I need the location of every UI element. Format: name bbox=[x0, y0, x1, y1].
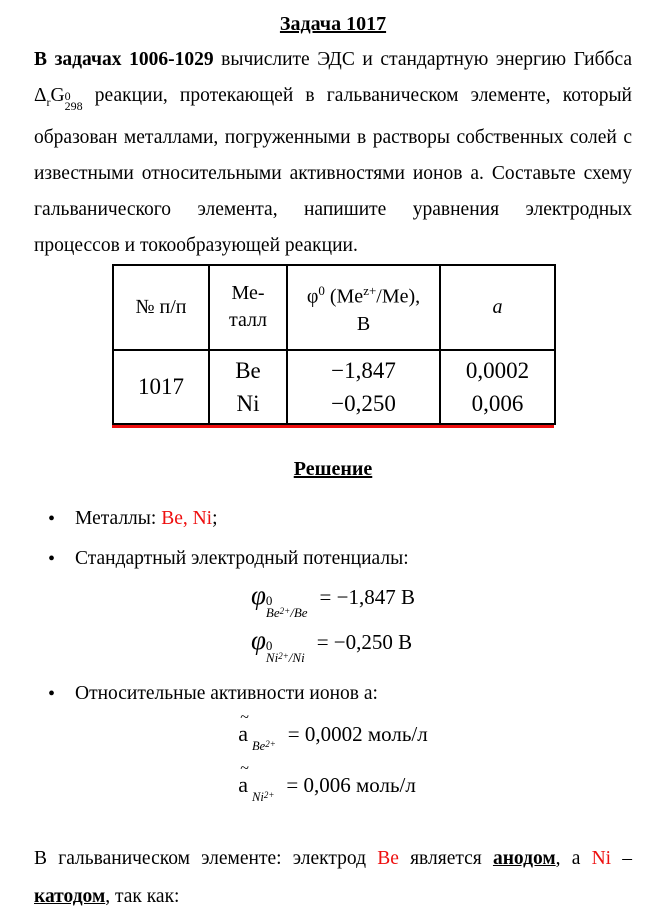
header-potential bbox=[287, 265, 440, 350]
phi-symbol: φ bbox=[306, 285, 319, 308]
cell-metals bbox=[209, 350, 287, 424]
bullet-activities bbox=[48, 681, 632, 708]
red-underline bbox=[112, 425, 554, 428]
a-base: a bbox=[238, 771, 248, 797]
equation-activity-be bbox=[238, 708, 428, 763]
a-base: a bbox=[238, 720, 248, 746]
activity-be-value: = 0,0002 моль/л bbox=[287, 721, 428, 746]
solution-heading bbox=[34, 457, 632, 481]
intro-text-b: реакции, протекающей в гальваническом элементе, который образован металлами, погруженными в растворы собственных солей с известными относительными активностями ионов а. Составьте схему гальванического элемента, напишите уравнения электродных процессов и токообразующей реакции. bbox=[34, 85, 632, 256]
potential-equations-stack bbox=[251, 578, 415, 668]
bullet-dot-icon bbox=[48, 681, 75, 708]
header-number-text: № п/п bbox=[135, 295, 187, 318]
activity-1: 0,0002 bbox=[465, 357, 530, 383]
bullet-metals bbox=[48, 506, 632, 533]
sub-metal: Ni bbox=[252, 789, 264, 804]
bullet-dot-icon bbox=[48, 546, 75, 573]
conclusion-text-a: В гальваническом элементе: электрод bbox=[34, 847, 378, 869]
header-activity bbox=[440, 265, 555, 350]
potential-1: −1,847 bbox=[331, 357, 396, 383]
header-number bbox=[113, 265, 209, 350]
solution-heading-text: Решение bbox=[293, 457, 373, 480]
conclusion-text-b: является bbox=[398, 847, 493, 869]
gibbs-delta-subscript: r bbox=[46, 94, 51, 109]
equation-activity-ni bbox=[238, 759, 428, 814]
conclusion-paragraph bbox=[34, 840, 632, 916]
gibbs-symbol: G bbox=[50, 85, 65, 106]
bullet-potentials bbox=[48, 546, 632, 573]
phi-superscript: 0 bbox=[265, 637, 273, 653]
anode-metal: Be bbox=[377, 847, 399, 869]
equation-potential-ni bbox=[251, 623, 415, 663]
equation-potential-be bbox=[251, 578, 415, 618]
cathode-label: катодом bbox=[34, 885, 106, 907]
sub-tail: /Be bbox=[290, 604, 308, 620]
potential-close: /Me), bbox=[376, 285, 421, 308]
activity-equations bbox=[34, 708, 632, 819]
activity-2: 0,006 bbox=[471, 390, 524, 416]
cell-potentials bbox=[287, 350, 440, 424]
ion-subscript-ni bbox=[252, 790, 274, 804]
metals-tail: ; bbox=[212, 507, 218, 529]
sub-charge: 2+ bbox=[263, 789, 275, 800]
phi-be-sup-sub bbox=[265, 592, 308, 620]
activity-ni-value: = 0,006 моль/л bbox=[286, 772, 416, 797]
sub-charge: 2+ bbox=[279, 605, 291, 616]
potential-2: −0,250 bbox=[331, 390, 396, 416]
phi-superscript: 0 bbox=[265, 592, 273, 608]
a-tilde-symbol bbox=[238, 759, 249, 797]
metals-values: Be, Ni bbox=[161, 507, 213, 529]
conclusion-text-c: , а bbox=[555, 847, 592, 869]
gibbs-superscript: 0 bbox=[64, 89, 71, 103]
intro-paragraph bbox=[34, 42, 632, 264]
potential-equations bbox=[34, 578, 632, 668]
header-activity-text: a bbox=[492, 295, 503, 318]
gibbs-subscript: 298 bbox=[64, 99, 83, 113]
potential-be-value: = −1,847 В bbox=[319, 584, 415, 609]
table-data-row bbox=[113, 350, 555, 424]
gibbs-sup-sub bbox=[65, 91, 83, 111]
bullet-metals-text bbox=[75, 506, 632, 533]
phi-symbol: φ bbox=[250, 579, 266, 610]
bullet-dot-icon bbox=[48, 506, 75, 533]
intro-bold-lead: В задачах 1006-1029 bbox=[34, 49, 214, 70]
charge-superscript: z+ bbox=[363, 283, 377, 299]
header-metal bbox=[209, 265, 287, 350]
phi-ni-subscript bbox=[266, 651, 305, 663]
problem-table bbox=[112, 264, 556, 425]
sub-metal: Be bbox=[252, 738, 266, 753]
sub-tail: /Ni bbox=[288, 649, 305, 665]
metal-2: Ni bbox=[236, 390, 260, 416]
metals-label: Металлы: bbox=[75, 507, 162, 529]
problem-number: 1017 bbox=[138, 374, 184, 400]
anode-label: анодом bbox=[492, 847, 556, 869]
potential-open: (Me bbox=[324, 285, 364, 308]
metal-1: Be bbox=[235, 357, 261, 383]
tilde-accent: ~ bbox=[240, 708, 249, 726]
bullet-activities-text: Относительные активности ионов а: bbox=[75, 682, 378, 704]
cell-activities bbox=[440, 350, 555, 424]
sub-charge: 2+ bbox=[265, 738, 276, 749]
cathode-metal: Ni bbox=[591, 847, 612, 869]
ion-subscript-be bbox=[252, 739, 276, 753]
header-metal-line1: Ме- bbox=[231, 282, 265, 305]
conclusion-text-d: – bbox=[611, 847, 633, 869]
phi-superscript: 0 bbox=[318, 283, 325, 299]
header-potential-line2: В bbox=[356, 312, 371, 335]
phi-symbol: φ bbox=[250, 624, 266, 655]
phi-be-subscript bbox=[266, 606, 308, 618]
cell-problem-number bbox=[113, 350, 209, 424]
sub-metal: Be bbox=[265, 604, 280, 620]
intro-text-a: вычислите ЭДС и стандартную энергию Гиббса Δ bbox=[34, 49, 632, 106]
a-tilde-symbol bbox=[238, 708, 249, 746]
header-metal-line2: талл bbox=[229, 309, 267, 332]
phi-ni-sup-sub bbox=[265, 637, 305, 665]
tilde-accent: ~ bbox=[240, 759, 249, 777]
activity-equations-stack bbox=[238, 708, 428, 819]
sub-metal: Ni bbox=[265, 649, 279, 665]
header-potential-line1 bbox=[288, 277, 439, 311]
sub-charge: 2+ bbox=[278, 650, 289, 661]
bullet-potentials-text: Стандартный электродный потенциалы: bbox=[75, 547, 409, 569]
problem-table-section bbox=[112, 264, 554, 428]
table-header-row bbox=[113, 265, 555, 350]
page-title bbox=[34, 12, 632, 36]
page-title-text: Задача 1017 bbox=[279, 13, 387, 35]
conclusion-text-e: , так как: bbox=[105, 885, 180, 907]
potential-ni-value: = −0,250 В bbox=[316, 629, 413, 654]
